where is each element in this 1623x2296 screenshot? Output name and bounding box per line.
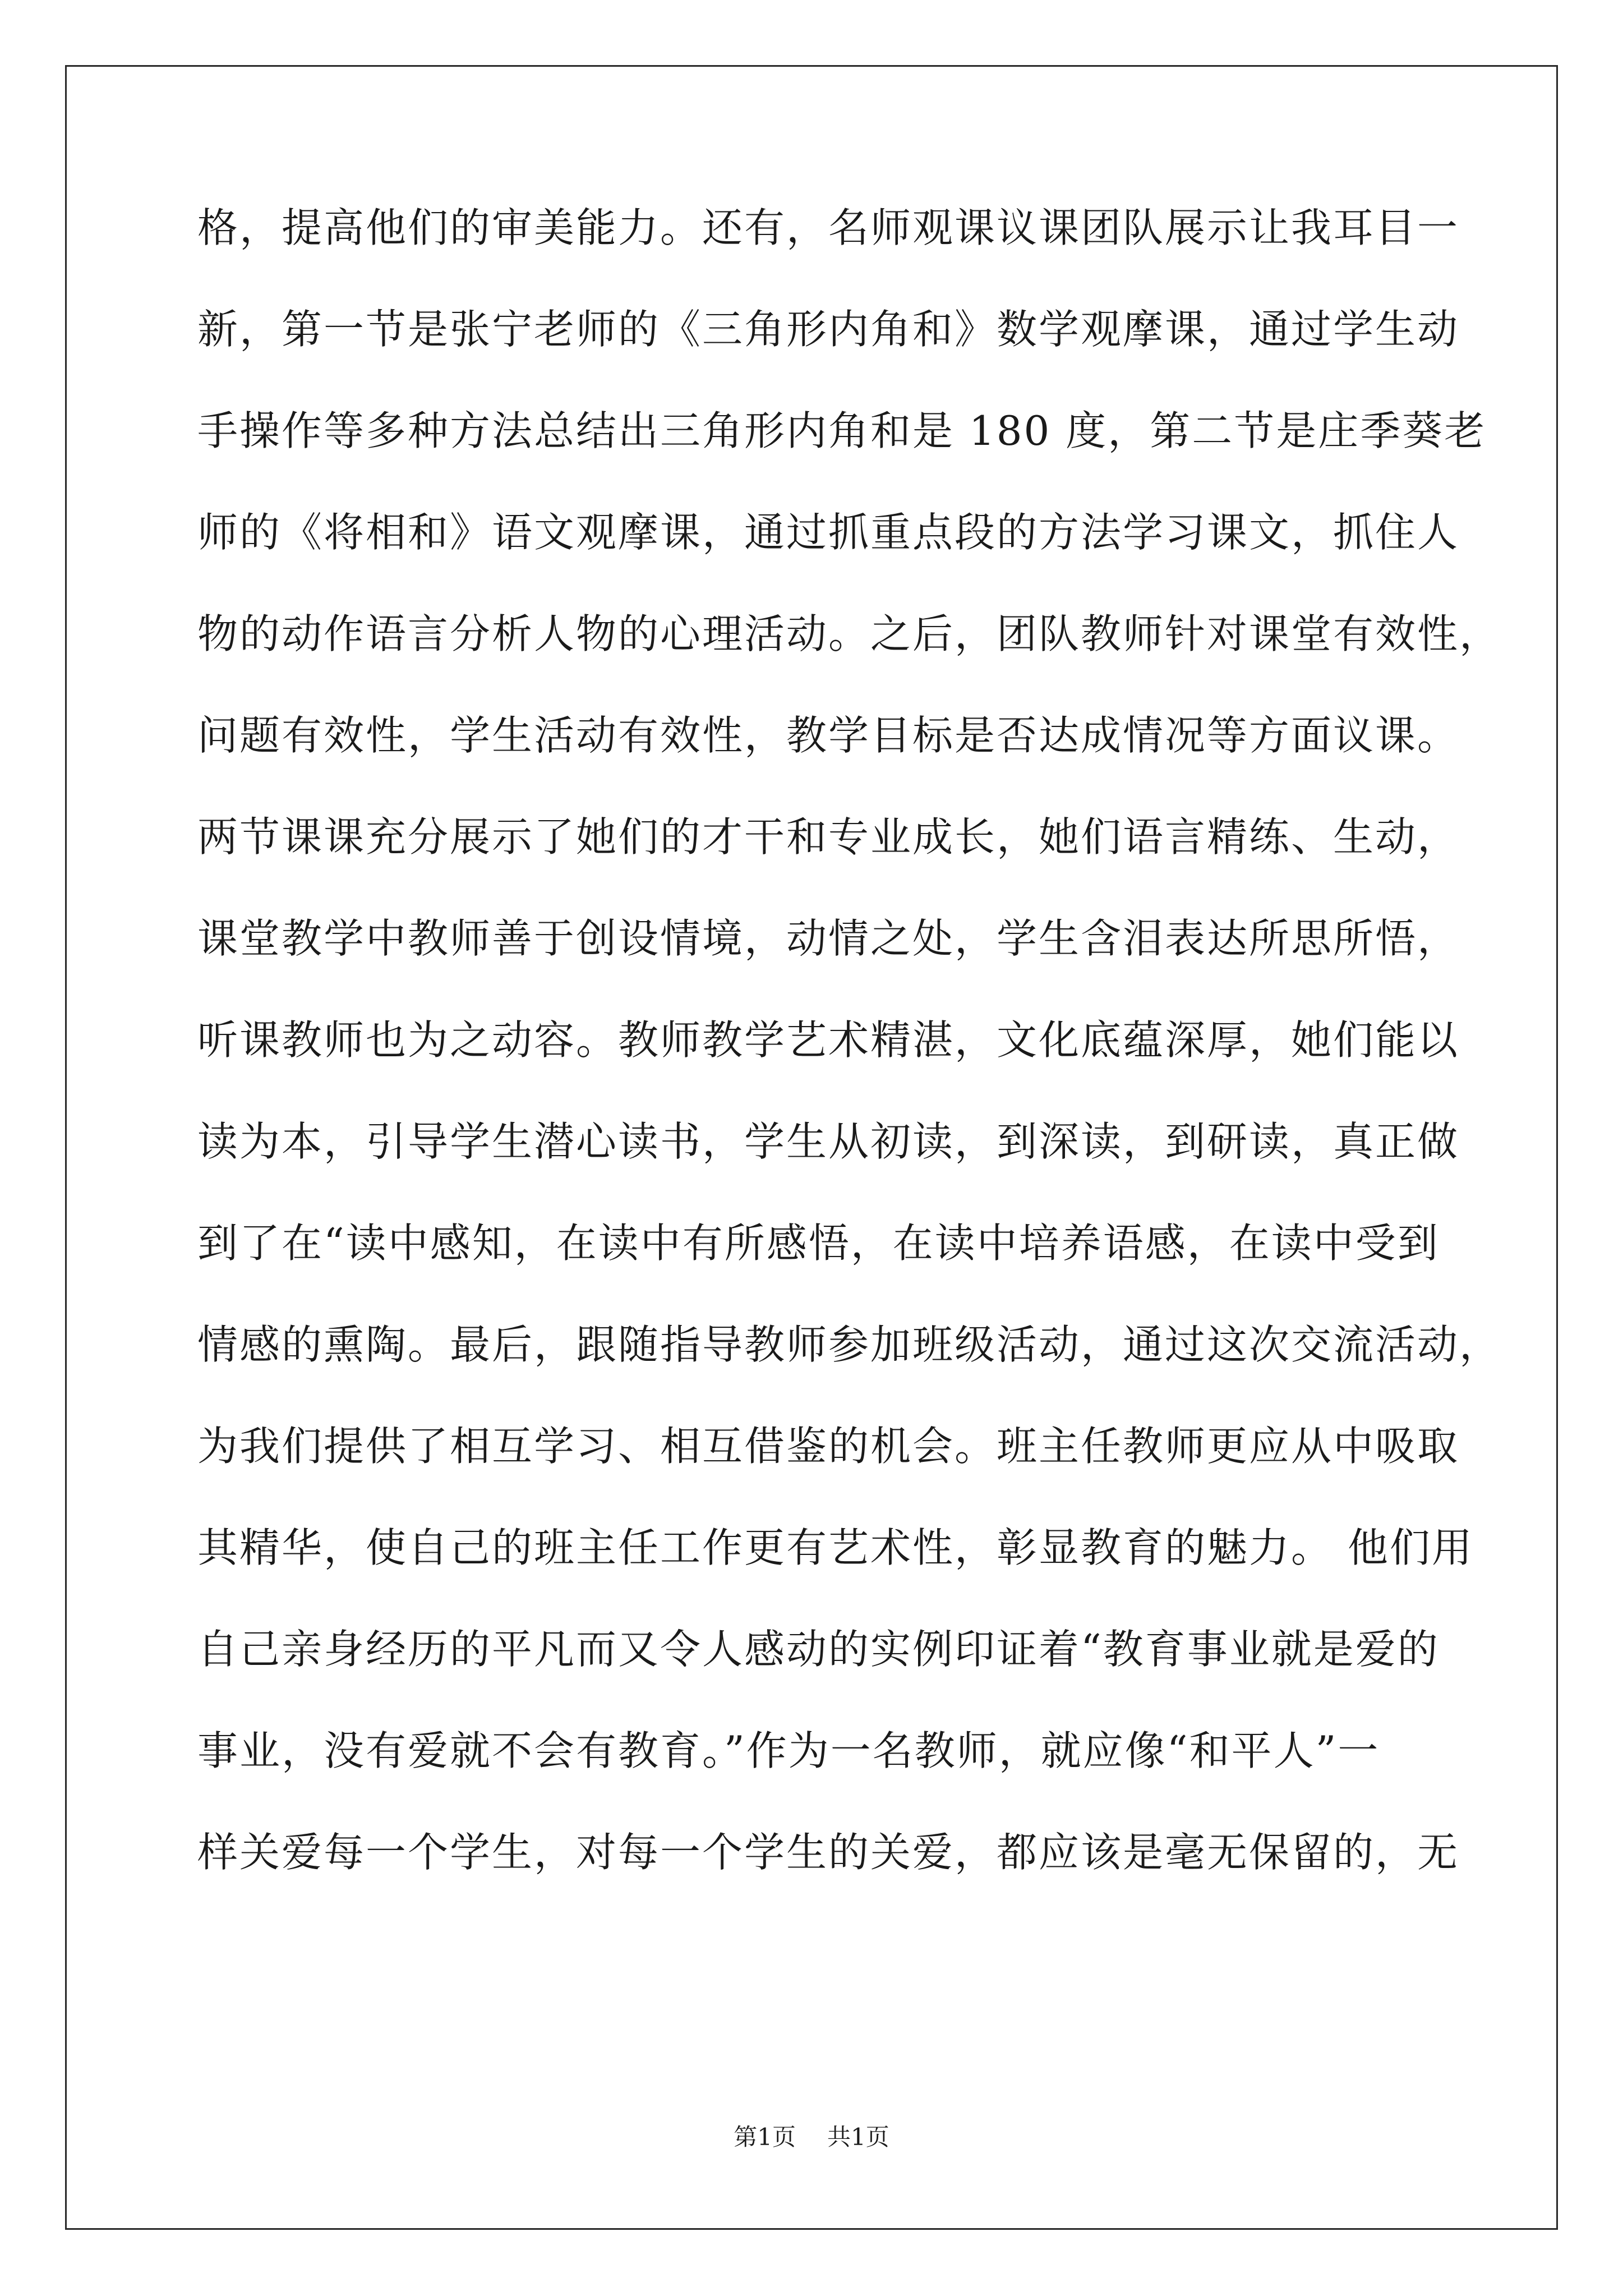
text-line-1: 格，提高他们的审美能力。还有，名师观课议课团队展示让我耳目一 — [197, 204, 1460, 251]
page-number-current: 第1页 — [734, 2123, 796, 2151]
text-line-2: 新，第一节是张宁老师的《三角形内角和》数学观摩课，通过学生动 — [197, 306, 1460, 353]
text-line-3: 手操作等多种方法总结出三角形内角和是 180 度，第二节是庄季葵老 — [197, 407, 1487, 454]
text-line-10: 读为本，引导学生潜心读书，学生从初读，到深读，到研读，真正做 — [197, 1118, 1460, 1165]
text-line-16: 事业，没有爱就不会有教育。”作为一名教师，就应像“和平人”一 — [197, 1727, 1380, 1774]
text-line-13: 为我们提供了相互学习、相互借鉴的机会。班主任教师更应从中吸取 — [197, 1423, 1460, 1470]
document-body — [197, 204, 1502, 1934]
text-line-11: 到了在“读中感知，在读中有所感悟，在读中培养语感，在读中受到 — [197, 1220, 1440, 1267]
text-line-12: 情感的熏陶。最后，跟随指导教师参加班级活动，通过这次交流活动， — [197, 1321, 1502, 1368]
text-line-15: 自己亲身经历的平凡而又令人感动的实例印证着“教育事业就是爱的 — [197, 1626, 1440, 1673]
page-number-total: 共1页 — [827, 2123, 889, 2151]
page-footer — [0, 2123, 1623, 2151]
text-line-5: 物的动作语言分析人物的心理活动。之后，团队教师针对课堂有效性， — [197, 610, 1502, 657]
text-line-8: 课堂教学中教师善于创设情境，动情之处，学生含泪表达所思所悟， — [197, 915, 1460, 962]
text-line-17: 样关爱每一个学生，对每一个学生的关爱，都应该是毫无保留的，无 — [197, 1829, 1460, 1876]
text-line-9: 听课教师也为之动容。教师教学艺术精湛，文化底蕴深厚，她们能以 — [197, 1016, 1460, 1064]
text-line-7: 两节课课充分展示了她们的才干和专业成长，她们语言精练、生动， — [197, 813, 1460, 861]
text-line-14: 其精华，使自己的班主任工作更有艺术性，彰显教育的魅力。 他们用 — [197, 1524, 1474, 1571]
text-line-4: 师的《将相和》语文观摩课，通过抓重点段的方法学习课文，抓住人 — [197, 509, 1460, 556]
text-line-6: 问题有效性，学生活动有效性，教学目标是否达成情况等方面议课。 — [197, 712, 1460, 759]
